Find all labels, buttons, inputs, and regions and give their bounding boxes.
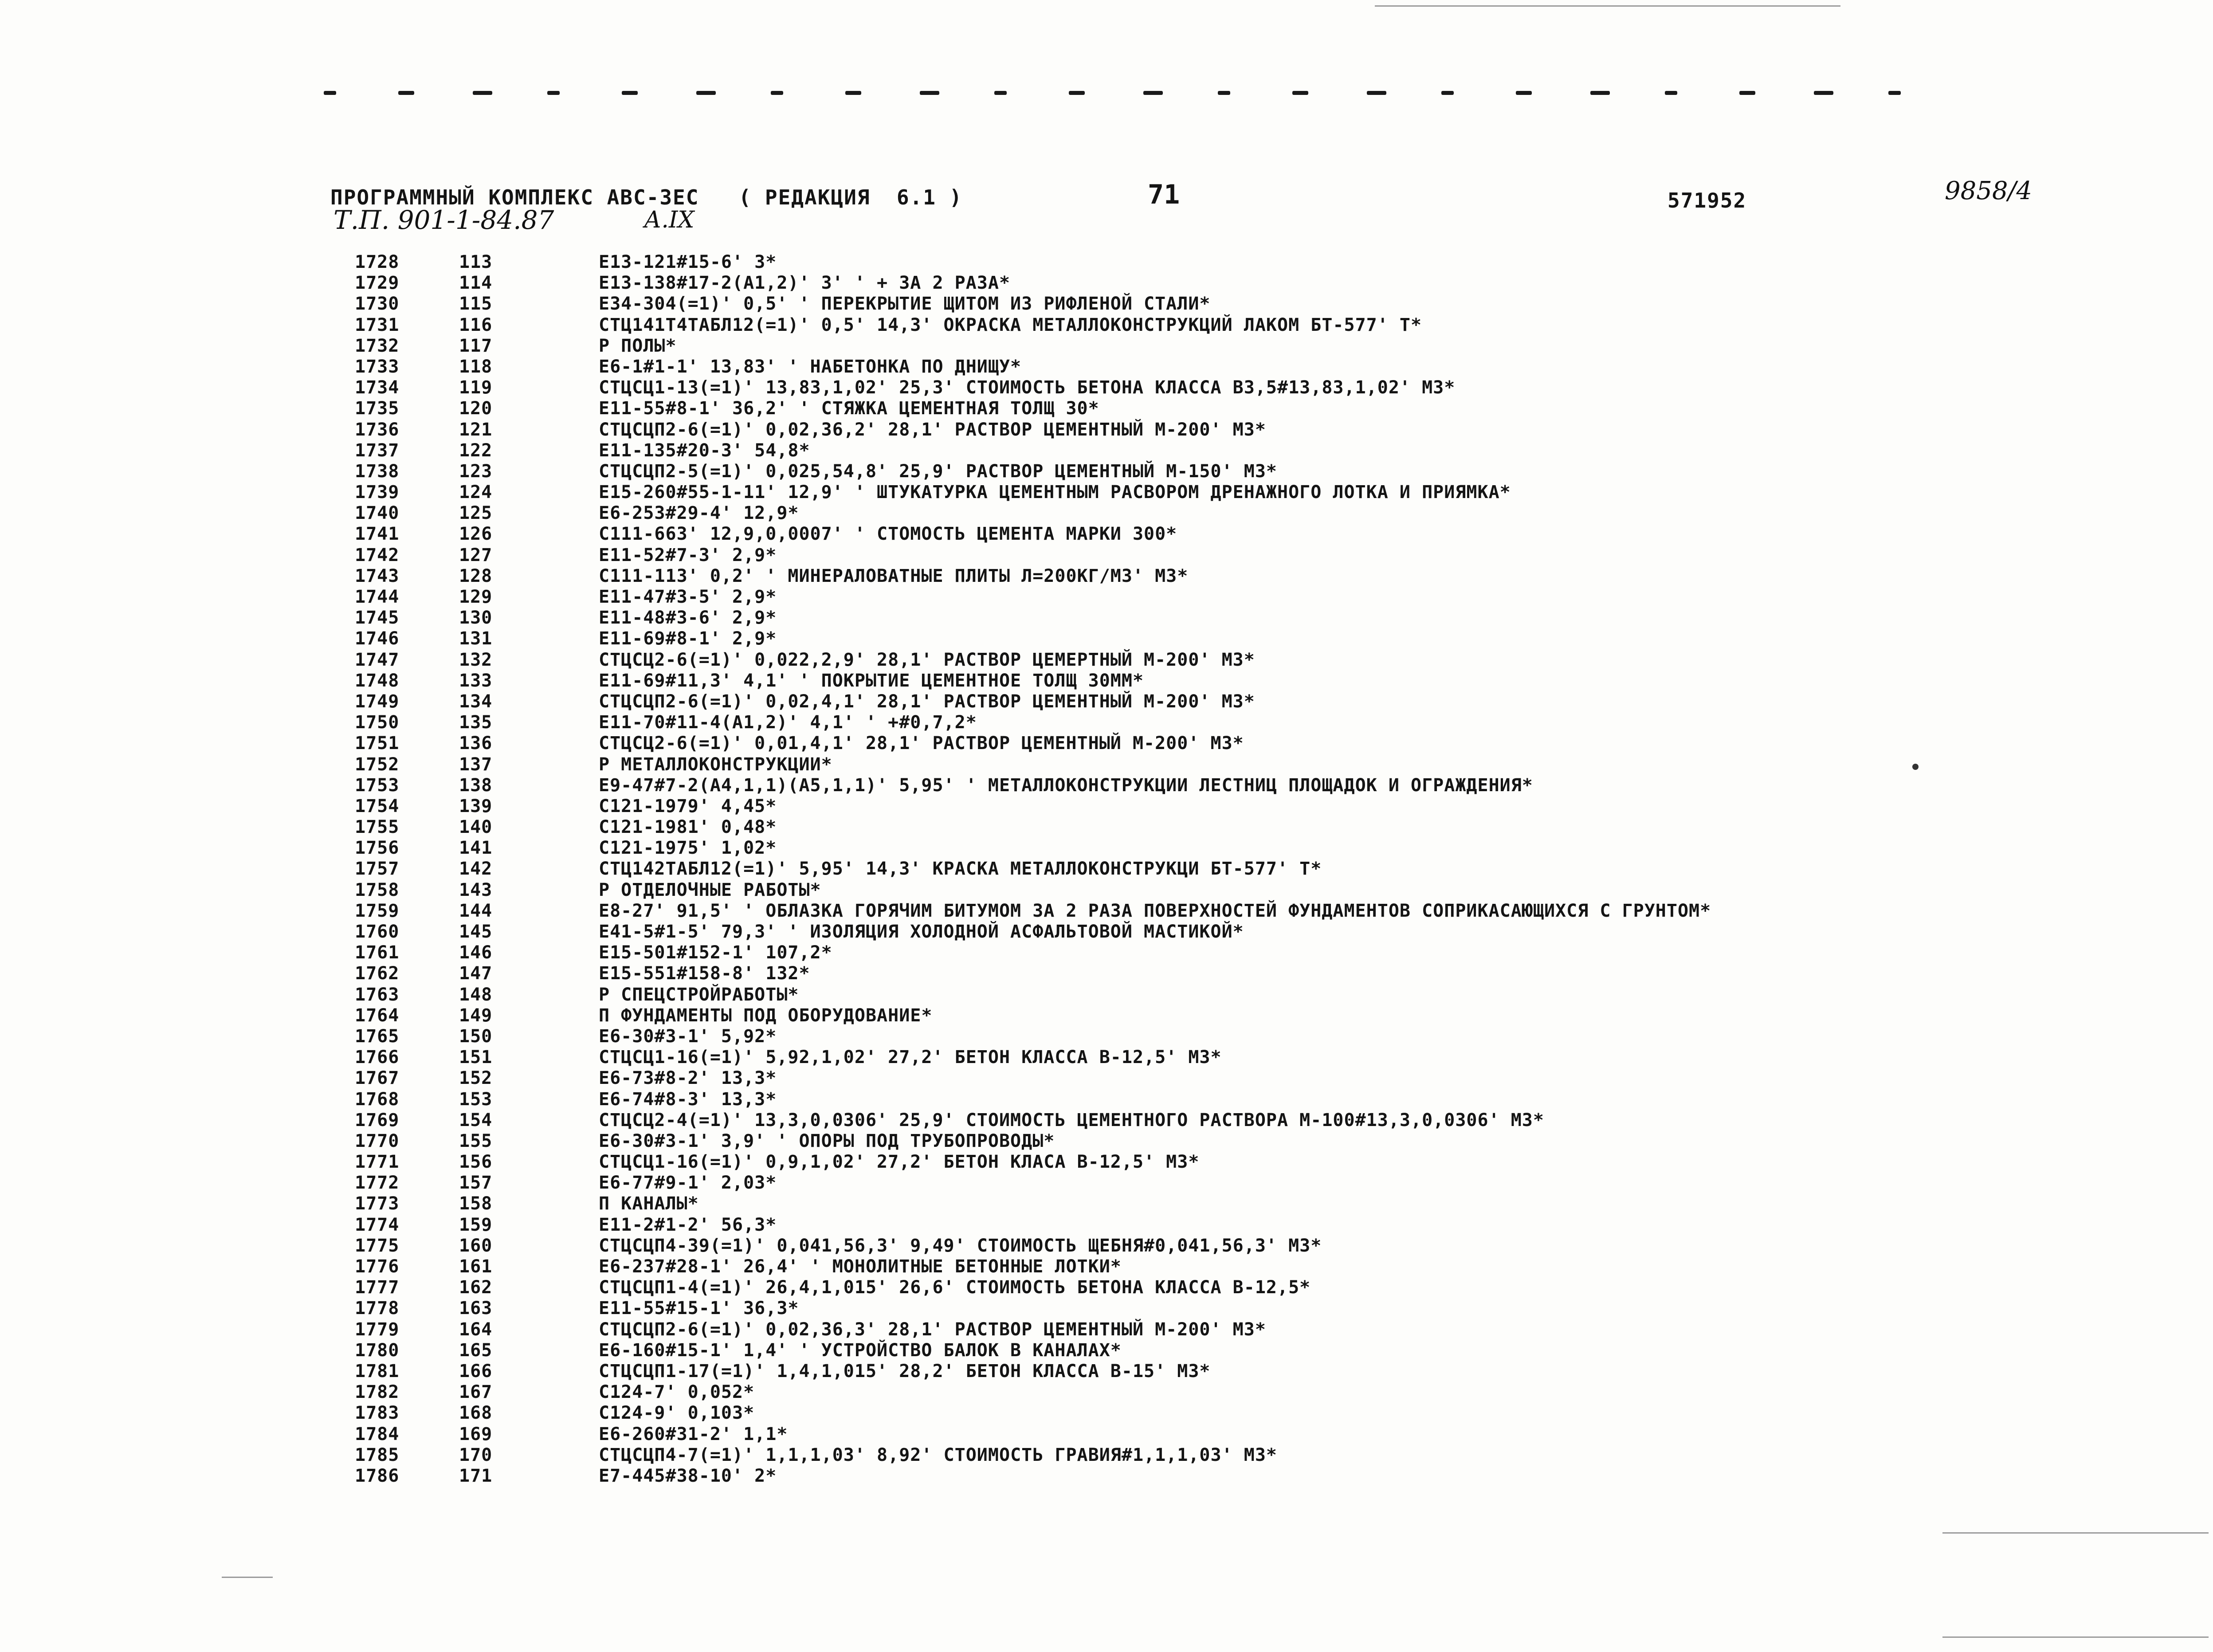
listing-row: [355, 1047, 2173, 1068]
perforation-dash: [696, 91, 716, 95]
row-text: E15-551#158-8' 132*: [599, 963, 810, 984]
listing-row: [355, 545, 2173, 566]
perforation-dash: [324, 91, 336, 95]
line-number: 1771: [355, 1152, 400, 1173]
perforation-dash: [1888, 91, 1901, 95]
item-number: 137: [459, 754, 493, 775]
line-number: 1731: [355, 314, 400, 335]
listing-row: [355, 963, 2173, 984]
row-text: E41-5#1-5' 79,3' ' ИЗОЛЯЦИЯ ХОЛОДНОЙ АСФАЛЬТОВОЙ МАСТИКОЙ*: [599, 922, 1244, 942]
item-number: 123: [459, 461, 493, 482]
line-number: 1773: [355, 1193, 400, 1214]
listing-row: [355, 357, 2173, 377]
listing-row: [355, 1089, 2173, 1110]
listing-row: [355, 1236, 2173, 1256]
row-text: С121-1979' 4,45*: [599, 796, 777, 816]
row-text: СТЦСЦП2-5(=1)' 0,025,54,8' 25,9' РАСТВОР ЦЕМЕНТНЫЙ М-150' М3*: [599, 461, 1278, 482]
row-text: E11-69#8-1' 2,9*: [599, 628, 777, 649]
listing-row: [355, 273, 2173, 294]
line-number: 1744: [355, 587, 400, 607]
listing-row: [355, 420, 2173, 440]
item-number: 146: [459, 942, 493, 963]
line-number: 1765: [355, 1026, 400, 1047]
listing-row: [355, 712, 2173, 733]
listing-row: [355, 1361, 2173, 1382]
line-number: 1749: [355, 691, 400, 712]
line-number: 1777: [355, 1277, 400, 1298]
listing-row: [355, 1298, 2173, 1319]
line-number: 1754: [355, 796, 400, 816]
perforation-dash: [398, 91, 414, 95]
line-number: 1756: [355, 838, 400, 859]
item-number: 135: [459, 712, 493, 733]
row-text: Р СПЕЦСТРОЙРАБОТЫ*: [599, 984, 799, 1005]
line-number: 1755: [355, 817, 400, 838]
row-text: E7-445#38-10' 2*: [599, 1465, 777, 1486]
listing-row: [355, 817, 2173, 838]
line-number: 1734: [355, 377, 400, 398]
row-text: СТЦСЦП2-6(=1)' 0,02,4,1' 28,1' РАСТВОР ЦЕМЕНТНЫЙ М-200' М3*: [599, 691, 1255, 712]
line-number: 1729: [355, 273, 400, 294]
row-text: E34-304(=1)' 0,5' ' ПЕРЕКРЫТИЕ ЩИТОМ ИЗ РИФЛЕНОЙ СТАЛИ*: [599, 294, 1211, 314]
item-number: 170: [459, 1444, 493, 1465]
row-text: E13-121#15-6' 3*: [599, 252, 777, 272]
item-number: 157: [459, 1173, 493, 1193]
line-number: 1758: [355, 879, 400, 900]
row-text: E6-73#8-2' 13,3*: [599, 1068, 777, 1089]
listing-row: [355, 1215, 2173, 1236]
listing-row: [355, 587, 2173, 608]
item-number: 167: [459, 1382, 493, 1403]
item-number: 122: [459, 440, 493, 461]
listing-row: [355, 252, 2173, 273]
row-text: П КАНАЛЫ*: [599, 1193, 699, 1214]
row-text: E11-55#8-1' 36,2' ' СТЯЖКА ЦЕМЕНТНАЯ ТОЛЩ 30*: [599, 398, 1099, 419]
handwritten-project-number: Т.П. 901-1-84.87: [334, 205, 554, 235]
line-number: 1752: [355, 754, 400, 775]
item-number: 125: [459, 503, 493, 524]
row-text: СТЦ142ТАБЛ12(=1)' 5,95' 14,3' КРАСКА МЕТАЛЛОКОНСТРУКЦИ БТ-577' Т*: [599, 859, 1322, 879]
item-number: 144: [459, 900, 493, 921]
perforation-dash: [473, 91, 492, 95]
listing-row: [355, 524, 2173, 545]
item-number: 136: [459, 733, 493, 754]
listing-row: [355, 1110, 2173, 1131]
row-text: E6-30#3-1' 3,9' ' ОПОРЫ ПОД ТРУБОПРОВОДЫ*: [599, 1130, 1055, 1151]
row-text: Р МЕТАЛЛОКОНСТРУКЦИИ*: [599, 754, 832, 775]
item-number: 118: [459, 356, 493, 377]
listing-row: [355, 461, 2173, 482]
row-text: E9-47#7-2(A4,1,1)(A5,1,1)' 5,95' ' МЕТАЛЛОКОНСТРУКЦИИ ЛЕСТНИЦ ПЛОЩАДОК И ОГРАЖДЕНИЯ*: [599, 775, 1533, 796]
perforation-dash: [1069, 91, 1085, 95]
item-number: 152: [459, 1068, 493, 1089]
listing-row: [355, 608, 2173, 628]
listing-row: [355, 1382, 2173, 1403]
line-number: 1743: [355, 565, 400, 586]
scan-artifact-line: [1942, 1636, 2209, 1638]
row-text: СТЦСЦ2-6(=1)' 0,01,4,1' 28,1' РАСТВОР ЦЕМЕНТНЫЙ М-200' М3*: [599, 733, 1244, 754]
item-number: 160: [459, 1235, 493, 1256]
line-number: 1778: [355, 1298, 400, 1319]
item-number: 113: [459, 252, 493, 272]
item-number: 131: [459, 628, 493, 649]
line-number: 1785: [355, 1444, 400, 1465]
listing-row: [355, 294, 2173, 314]
item-number: 114: [459, 273, 493, 294]
perforation-dash: [1441, 91, 1454, 95]
item-number: 143: [459, 879, 493, 900]
item-number: 168: [459, 1403, 493, 1424]
item-number: 126: [459, 524, 493, 545]
listing-row: [355, 1152, 2173, 1173]
listing-row: [355, 1340, 2173, 1361]
item-number: 154: [459, 1110, 493, 1130]
listing-row: [355, 922, 2173, 942]
listing-row: [355, 942, 2173, 963]
item-number: 153: [459, 1089, 493, 1110]
line-number: 1779: [355, 1319, 400, 1340]
item-number: 156: [459, 1152, 493, 1173]
listing-row: [355, 377, 2173, 398]
line-number: 1769: [355, 1110, 400, 1130]
row-text: E8-27' 91,5' ' ОБЛАЗКА ГОРЯЧИМ БИТУМОМ ЗА 2 РАЗА ПОВЕРХНОСТЕЙ ФУНДАМЕНТОВ СОПРИКАСАЮЩИХСЯ С ГРУНТОМ*: [599, 900, 1711, 921]
item-number: 140: [459, 817, 493, 838]
line-number: 1742: [355, 545, 400, 565]
listing-row: [355, 671, 2173, 691]
listing-row: [355, 398, 2173, 419]
listing-row: [355, 691, 2173, 712]
listing-row: [355, 1466, 2173, 1487]
line-number: 1762: [355, 963, 400, 984]
row-text: С111-113' 0,2' ' МИНЕРАЛОВАТНЫЕ ПЛИТЫ Л=200КГ/М3' М3*: [599, 565, 1189, 586]
item-number: 133: [459, 670, 493, 691]
listing-row: [355, 754, 2173, 775]
row-text: П ФУНДАМЕНТЫ ПОД ОБОРУДОВАНИЕ*: [599, 1005, 933, 1026]
document-code: 571952: [1668, 188, 1747, 212]
line-number: 1730: [355, 294, 400, 314]
row-text: СТЦСЦП1-4(=1)' 26,4,1,015' 26,6' СТОИМОСТЬ БЕТОНА КЛАССА В-12,5*: [599, 1277, 1311, 1298]
item-number: 129: [459, 587, 493, 607]
row-text: E6-260#31-2' 1,1*: [599, 1424, 788, 1444]
program-header: ПРОГРАММНЫЙ КОМПЛЕКС АВС-3ЕС ( РЕДАКЦИЯ 6.1 ): [330, 185, 963, 209]
handwritten-album-number: А.IX: [644, 207, 695, 233]
item-number: 141: [459, 838, 493, 859]
item-number: 134: [459, 691, 493, 712]
line-number: 1764: [355, 1005, 400, 1026]
row-text: СТЦСЦП4-7(=1)' 1,1,1,03' 8,92' СТОИМОСТЬ ГРАВИЯ#1,1,1,03' М3*: [599, 1444, 1278, 1465]
listing-row: [355, 775, 2173, 796]
line-number: 1761: [355, 942, 400, 963]
perforation-dash: [1292, 91, 1308, 95]
listing-row: [355, 1131, 2173, 1152]
listing-row: [355, 1173, 2173, 1193]
row-text: Р ОТДЕЛОЧНЫЕ РАБОТЫ*: [599, 879, 821, 900]
listing-row: [355, 628, 2173, 649]
listing-row: [355, 985, 2173, 1005]
listing-row: [355, 901, 2173, 922]
item-number: 155: [459, 1130, 493, 1151]
row-text: СТЦСЦ1-16(=1)' 5,92,1,02' 27,2' БЕТОН КЛАССА В-12,5' М3*: [599, 1047, 1222, 1068]
line-number: 1728: [355, 252, 400, 272]
row-text: СТЦСЦП1-17(=1)' 1,4,1,015' 28,2' БЕТОН КЛАССА В-15' М3*: [599, 1361, 1211, 1381]
perforation-dash: [1665, 91, 1677, 95]
line-number: 1783: [355, 1403, 400, 1424]
listing-row: [355, 1424, 2173, 1445]
listing-row: [355, 1277, 2173, 1298]
listing-row: [355, 1068, 2173, 1089]
item-number: 128: [459, 565, 493, 586]
row-text: СТЦСЦП4-39(=1)' 0,041,56,3' 9,49' СТОИМОСТЬ ЩЕБНЯ#0,041,56,3' М3*: [599, 1235, 1322, 1256]
listing-row: [355, 1193, 2173, 1214]
listing-row: [355, 650, 2173, 671]
listing-row: [355, 336, 2173, 357]
item-number: 149: [459, 1005, 493, 1026]
perforation-dash: [1590, 91, 1610, 95]
scan-artifact-line: [222, 1577, 273, 1578]
line-number: 1781: [355, 1361, 400, 1381]
line-number: 1732: [355, 335, 400, 356]
row-text: E15-260#55-1-11' 12,9' ' ШТУКАТУРКА ЦЕМЕНТНЫМ РАСВОРОМ ДРЕНАЖНОГО ЛОТКА И ПРИЯМКА*: [599, 482, 1511, 503]
item-number: 119: [459, 377, 493, 398]
line-number: 1774: [355, 1214, 400, 1235]
perforation-dash: [771, 91, 783, 95]
line-number: 1775: [355, 1235, 400, 1256]
line-number: 1737: [355, 440, 400, 461]
item-number: 121: [459, 419, 493, 440]
row-text: E11-135#20-3' 54,8*: [599, 440, 810, 461]
row-text: E6-77#9-1' 2,03*: [599, 1173, 777, 1193]
line-number: 1757: [355, 859, 400, 879]
row-text: Р ПОЛЫ*: [599, 335, 677, 356]
row-text: С121-1981' 0,48*: [599, 817, 777, 838]
item-number: 124: [459, 482, 493, 503]
row-text: E11-55#15-1' 36,3*: [599, 1298, 799, 1319]
row-text: СТЦСЦ1-13(=1)' 13,83,1,02' 25,3' СТОИМОСТЬ БЕТОНА КЛАССА В3,5#13,83,1,02' М3*: [599, 377, 1456, 398]
row-text: E6-30#3-1' 5,92*: [599, 1026, 777, 1047]
line-number: 1772: [355, 1173, 400, 1193]
line-number: 1784: [355, 1424, 400, 1444]
line-number: 1747: [355, 649, 400, 670]
item-number: 171: [459, 1465, 493, 1486]
line-number: 1759: [355, 900, 400, 921]
row-text: E11-52#7-3' 2,9*: [599, 545, 777, 565]
row-text: E6-74#8-3' 13,3*: [599, 1089, 777, 1110]
listing-row: [355, 1256, 2173, 1277]
line-number: 1782: [355, 1382, 400, 1403]
line-number: 1741: [355, 524, 400, 545]
item-number: 142: [459, 859, 493, 879]
listing-row: [355, 1319, 2173, 1340]
row-text: E11-2#1-2' 56,3*: [599, 1214, 777, 1235]
item-number: 147: [459, 963, 493, 984]
listing-row: [355, 880, 2173, 901]
item-number: 164: [459, 1319, 493, 1340]
listing-row: [355, 838, 2173, 859]
row-text: С121-1975' 1,02*: [599, 838, 777, 859]
line-number: 1745: [355, 608, 400, 628]
item-number: 145: [459, 922, 493, 942]
listing-row: [355, 1026, 2173, 1047]
row-text: СТЦСЦП2-6(=1)' 0,02,36,3' 28,1' РАСТВОР ЦЕМЕНТНЫЙ М-200' М3*: [599, 1319, 1266, 1340]
listing-row: [355, 1005, 2173, 1026]
item-number: 169: [459, 1424, 493, 1444]
row-text: E11-69#11,3' 4,1' ' ПОКРЫТИЕ ЦЕМЕНТНОЕ ТОЛЩ 30ММ*: [599, 670, 1144, 691]
perforation-dash: [547, 91, 560, 95]
listing-row: [355, 733, 2173, 754]
item-number: 120: [459, 398, 493, 419]
item-number: 130: [459, 608, 493, 628]
item-number: 117: [459, 335, 493, 356]
perforation-dash: [1739, 91, 1755, 95]
row-text: E6-237#28-1' 26,4' ' МОНОЛИТНЫЕ БЕТОННЫЕ ЛОТКИ*: [599, 1256, 1122, 1277]
line-number: 1768: [355, 1089, 400, 1110]
listing-row: [355, 796, 2173, 817]
perforation-dashes: [324, 91, 1938, 100]
listing-rows: [355, 252, 2173, 1487]
item-number: 162: [459, 1277, 493, 1298]
perforation-dash: [1367, 91, 1386, 95]
handwritten-sheet-mark: 9858/4: [1945, 177, 2033, 205]
row-text: E15-501#152-1' 107,2*: [599, 942, 832, 963]
scan-artifact-line: [1375, 5, 1840, 7]
page-number: 71: [1148, 179, 1180, 210]
row-text: С124-9' 0,103*: [599, 1403, 755, 1424]
row-text: E6-1#1-1' 13,83' ' НАБЕТОНКА ПО ДНИЩУ*: [599, 356, 1022, 377]
line-number: 1748: [355, 670, 400, 691]
line-number: 1763: [355, 984, 400, 1005]
line-number: 1746: [355, 628, 400, 649]
row-text: E6-253#29-4' 12,9*: [599, 503, 799, 524]
item-number: 165: [459, 1340, 493, 1361]
item-number: 151: [459, 1047, 493, 1068]
listing-row: [355, 440, 2173, 461]
item-number: 163: [459, 1298, 493, 1319]
row-text: С124-7' 0,052*: [599, 1382, 755, 1403]
perforation-dash: [1218, 91, 1230, 95]
perforation-dash: [622, 91, 638, 95]
row-text: E6-160#15-1' 1,4' ' УСТРОЙСТВО БАЛОК В КАНАЛАХ*: [599, 1340, 1122, 1361]
line-number: 1766: [355, 1047, 400, 1068]
row-text: E11-47#3-5' 2,9*: [599, 587, 777, 607]
item-number: 116: [459, 314, 493, 335]
item-number: 159: [459, 1214, 493, 1235]
row-text: E13-138#17-2(A1,2)' 3' ' + ЗА 2 РАЗА*: [599, 273, 1011, 294]
listing-row: [355, 1445, 2173, 1466]
row-text: СТЦСЦ1-16(=1)' 0,9,1,02' 27,2' БЕТОН КЛАСА В-12,5' М3*: [599, 1152, 1200, 1173]
perforation-dash: [1516, 91, 1532, 95]
listing-row: [355, 566, 2173, 587]
item-number: 138: [459, 775, 493, 796]
line-number: 1750: [355, 712, 400, 733]
line-number: 1733: [355, 356, 400, 377]
item-number: 166: [459, 1361, 493, 1381]
row-text: СТЦСЦП2-6(=1)' 0,02,36,2' 28,1' РАСТВОР ЦЕМЕНТНЫЙ М-200' М3*: [599, 419, 1266, 440]
row-text: С111-663' 12,9,0,0007' ' СТОМОСТЬ ЦЕМЕНТА МАРКИ 300*: [599, 524, 1177, 545]
item-number: 139: [459, 796, 493, 816]
item-number: 132: [459, 649, 493, 670]
line-number: 1753: [355, 775, 400, 796]
row-text: СТЦСЦ2-6(=1)' 0,022,2,9' 28,1' РАСТВОР ЦЕМЕРТНЫЙ М-200' М3*: [599, 649, 1255, 670]
row-text: СТЦ141Т4ТАБЛ12(=1)' 0,5' 14,3' ОКРАСКА МЕТАЛЛОКОНСТРУКЦИЙ ЛАКОМ БТ-577' Т*: [599, 314, 1422, 335]
row-text: E11-70#11-4(A1,2)' 4,1' ' +#0,7,2*: [599, 712, 977, 733]
perforation-dash: [845, 91, 861, 95]
line-number: 1786: [355, 1465, 400, 1486]
listing-row: [355, 482, 2173, 503]
line-number: 1760: [355, 922, 400, 942]
line-number: 1776: [355, 1256, 400, 1277]
row-text: E11-48#3-6' 2,9*: [599, 608, 777, 628]
line-number: 1738: [355, 461, 400, 482]
item-number: 127: [459, 545, 493, 565]
line-number: 1770: [355, 1130, 400, 1151]
listing-row: [355, 315, 2173, 336]
line-number: 1739: [355, 482, 400, 503]
item-number: 161: [459, 1256, 493, 1277]
listing-row: [355, 503, 2173, 524]
line-number: 1751: [355, 733, 400, 754]
line-number: 1780: [355, 1340, 400, 1361]
item-number: 158: [459, 1193, 493, 1214]
scan-artifact-line: [1942, 1532, 2209, 1534]
line-number: 1740: [355, 503, 400, 524]
listing-row: [355, 1403, 2173, 1424]
perforation-dash: [920, 91, 939, 95]
line-number: 1736: [355, 419, 400, 440]
perforation-dash: [1814, 91, 1833, 95]
item-number: 150: [459, 1026, 493, 1047]
perforation-dash: [1143, 91, 1163, 95]
listing-row: [355, 859, 2173, 879]
perforation-dash: [994, 91, 1007, 95]
row-text: СТЦСЦ2-4(=1)' 13,3,0,0306' 25,9' СТОИМОСТЬ ЦЕМЕНТНОГО РАСТВОРА М-100#13,3,0,0306' М3*: [599, 1110, 1544, 1130]
line-number: 1735: [355, 398, 400, 419]
line-number: 1767: [355, 1068, 400, 1089]
item-number: 115: [459, 294, 493, 314]
item-number: 148: [459, 984, 493, 1005]
